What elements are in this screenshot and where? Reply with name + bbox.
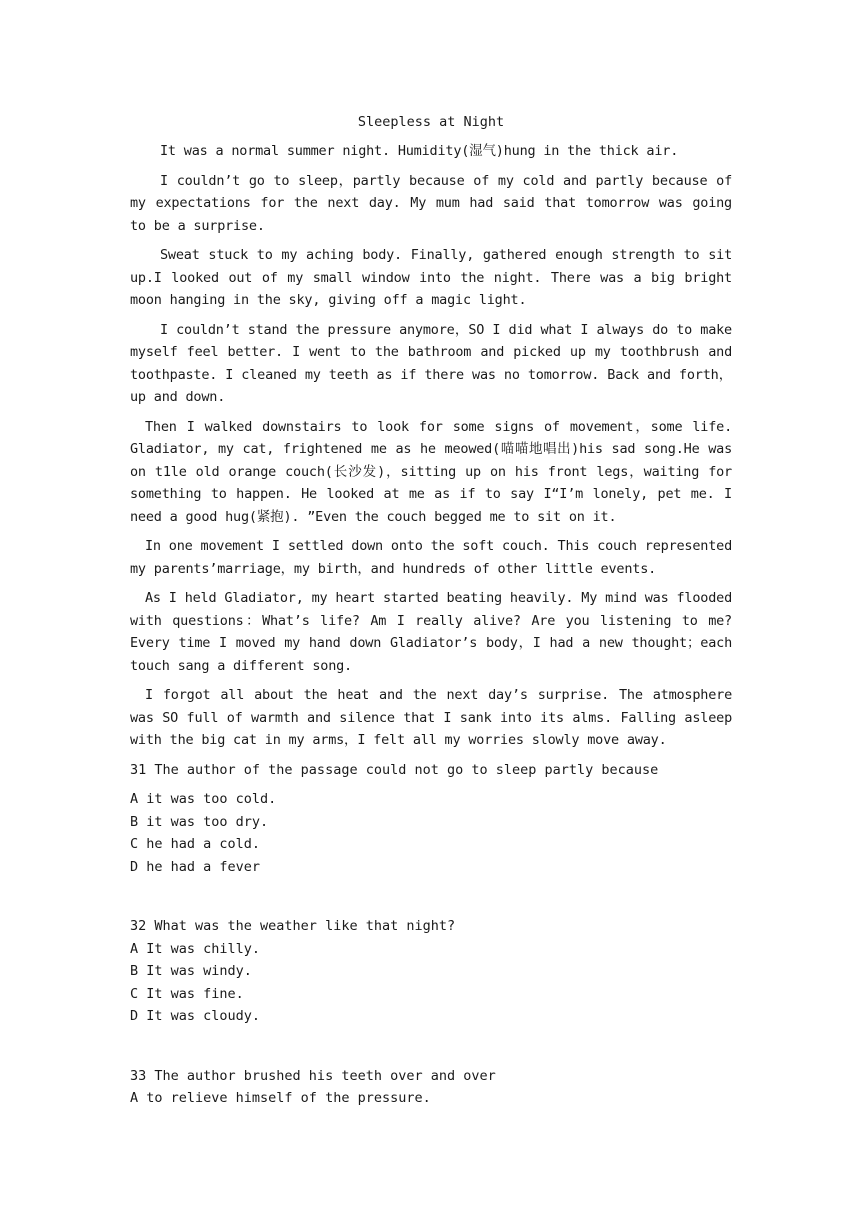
option-c: C It was fine.	[130, 985, 244, 1002]
paragraph-2: I couldn’t go to sleep，partly because of my cold and partly because of my expectations for the next day. My mum had said that tomorrow was going to be a surprise.	[130, 172, 732, 234]
option-b: B it was too dry.	[130, 813, 269, 830]
question-stem: 33 The author brushed his teeth over and over	[130, 1067, 496, 1084]
paragraph-3: Sweat stuck to my aching body. Finally, gathered enough strength to sit up.I looked out of my small window into the night. There was a big bright moon hanging in the sky, giving off a magic light.	[130, 247, 732, 308]
question-31	[130, 759, 732, 879]
paragraph-4: I couldn’t stand the pressure anymore，SO I did what I always do to make myself feel better. I went to the bathroom and picked up my toothbrush and toothpaste. I cleaned my teeth as if there was no tomorrow. Back and forth，up and down.	[130, 321, 732, 405]
option-a: A It was chilly.	[130, 940, 261, 957]
option-b: B It was windy.	[130, 963, 252, 979]
option-d: D It was cloudy.	[130, 1008, 261, 1024]
question-spacer	[130, 878, 732, 915]
option-a: A to relieve himself of the pressure.	[130, 1090, 431, 1106]
passage-title: Sleepless at Night	[357, 114, 505, 130]
paragraph-1: It was a normal summer night. Humidity(湿气)hung in the thick air.	[160, 143, 679, 159]
option-c: C he had a cold.	[130, 836, 261, 852]
paragraph-7: As I held Gladiator, my heart started beating heavily. My mind was flooded with questions：What’s life? Am I really alive? Are you listening to me? Every time I moved my hand down Gladiator’s body，I had a new thought；each touch sang a different song.	[130, 590, 732, 674]
question-32	[130, 915, 732, 1028]
question-stem: 31 The author of the passage could not go to sleep partly because	[130, 761, 659, 778]
question-stem: 32 What was the weather like that night?	[130, 918, 456, 934]
question-spacer	[130, 1028, 732, 1065]
paragraph-8: I forgot all about the heat and the next day’s surprise. The atmosphere was SO full of warmth and silence that I sank into its alms. Falling asleep with the big cat in my arms，I felt all my worries slowly move away.	[130, 687, 732, 748]
paragraph-5: Then I walked downstairs to look for some signs of movement，some life. Gladiator, my cat, frightened me as he meowed(喵喵地唱出)his sad song.He was on t1le old orange couch(长沙发)，sitting up on his front legs，waiting for something to happen. He looked at me as if to say I“I’m lonely, pet me. I need a good hug(紧抱). ”Even the couch begged me to sit on it.	[130, 418, 732, 525]
option-a: A it was too cold.	[130, 791, 277, 807]
question-33	[130, 1065, 732, 1110]
document-page	[130, 110, 732, 1110]
paragraph-6: In one movement I settled down onto the soft couch. This couch represented my parents’marriage，my birth，and hundreds of other little events.	[130, 538, 732, 577]
option-d: D he had a fever	[130, 858, 261, 875]
